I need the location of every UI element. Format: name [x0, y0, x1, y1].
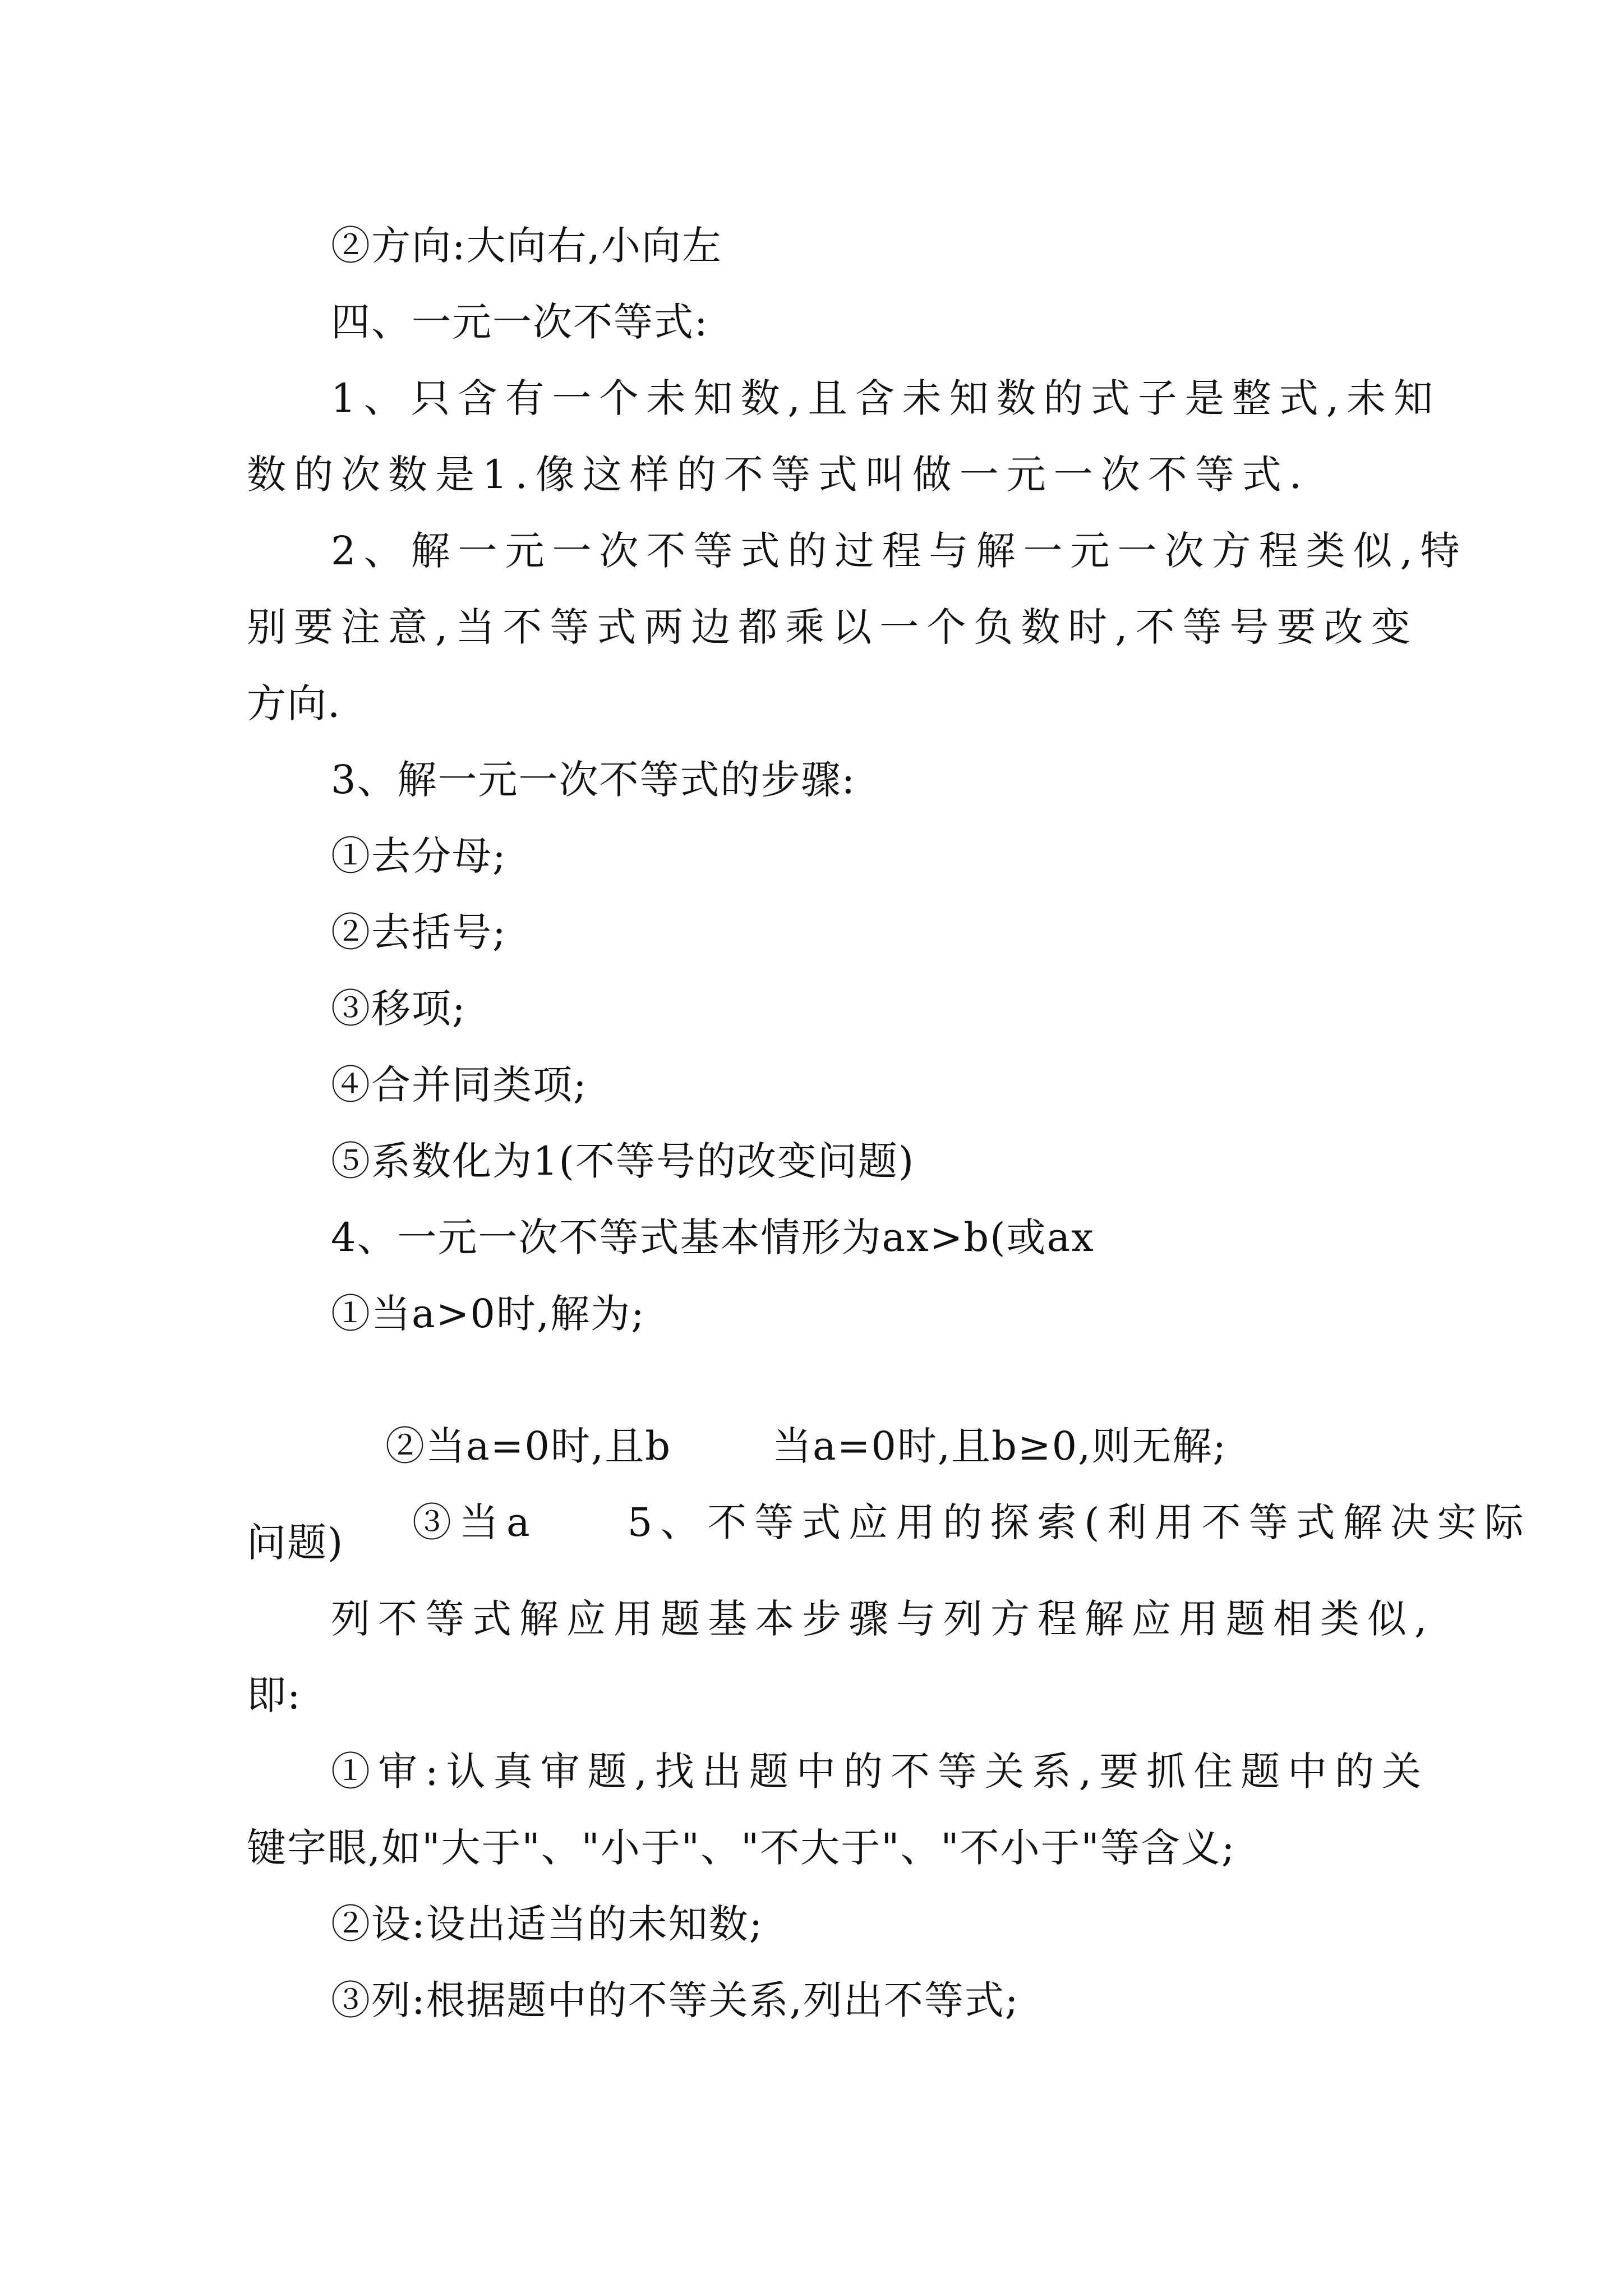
text-line: ②方向:大向右,小向左 — [331, 223, 722, 269]
list-item: ③移项; — [331, 986, 467, 1032]
list-item: ③列:根据题中的不等关系,列出不等式; — [331, 1977, 1020, 2023]
text-line: 列不等式解应用题基本步骤与列方程解应用题相类似, — [331, 1596, 1435, 1642]
text-line: 3、解一元一次不等式的步骤: — [331, 757, 856, 803]
text-line: 问题) — [247, 1520, 344, 1566]
text-line: 2、解一元一次不等式的过程与解一元一次方程类似,特 — [331, 528, 1468, 574]
list-item: ②去括号; — [331, 909, 507, 955]
list-item: ①去分母; — [331, 833, 507, 879]
section-heading: 四、一元一次不等式: — [331, 299, 709, 345]
text-line: 4、一元一次不等式基本情形为ax>b(或ax — [331, 1214, 1095, 1260]
text-line: 数的次数是1.像这样的不等式叫做一元一次不等式. — [247, 452, 1310, 498]
text-fragment: 当a=0时,且b≥0,则无解; — [772, 1423, 1228, 1469]
text-fragment: 5、不等式应用的探索(利用不等式解决实际 — [627, 1499, 1532, 1545]
list-item: ②设:设出适当的未知数; — [331, 1901, 764, 1947]
text-line: 即: — [247, 1672, 302, 1718]
list-item: ①当a>0时,解为; — [331, 1291, 645, 1337]
list-item: ①审:认真审题,找出题中的不等关系,要抓住题中的关 — [331, 1749, 1430, 1795]
text-fragment: ③当a — [412, 1499, 538, 1545]
list-item: ⑤系数化为1(不等号的改变问题) — [331, 1138, 915, 1184]
text-line: 别要注意,当不等式两边都乘以一个负数时,不等号要改变 — [247, 604, 1418, 650]
text-fragment: ②当a=0时,且b — [385, 1423, 671, 1469]
text-line: 1、只含有一个未知数,且含未知数的式子是整式,未知 — [331, 375, 1441, 421]
list-item — [331, 1438, 1532, 1607]
text-line: 键字眼,如"大于"、"小于"、"不大于"、"不小于"等含义; — [247, 1825, 1236, 1871]
text-line: 方向. — [247, 680, 342, 726]
list-item: ④合并同类项; — [331, 1062, 588, 1108]
